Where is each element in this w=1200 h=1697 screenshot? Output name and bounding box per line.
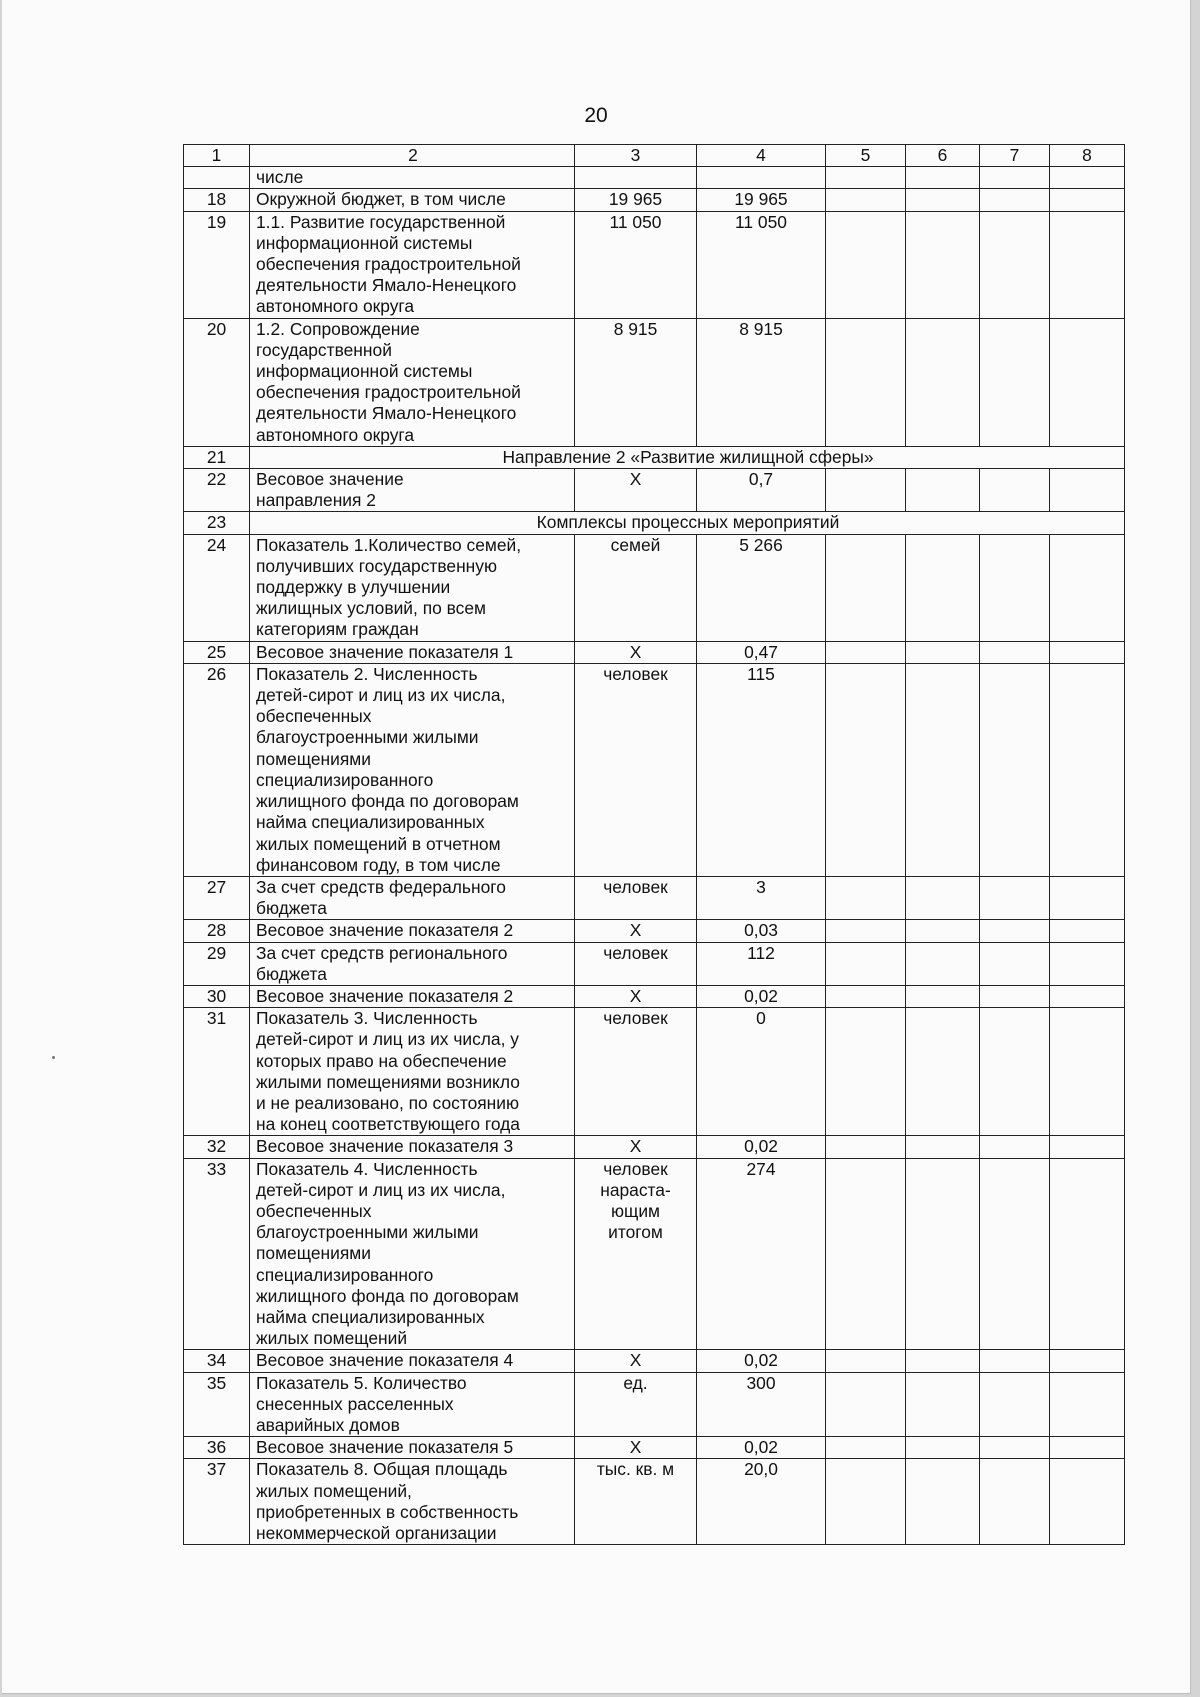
unit-cell: Х	[575, 1437, 697, 1459]
empty-cell	[980, 641, 1050, 663]
empty-cell	[826, 920, 906, 942]
unit-cell: ед.	[575, 1372, 697, 1437]
page-number: 20	[584, 104, 608, 127]
empty-cell	[826, 1459, 906, 1545]
row-description-cell: Показатель 5. Количество снесенных расселенных аварийных домов	[250, 1372, 575, 1437]
table-row	[184, 167, 1125, 189]
row-description-cell: Показатель 8. Общая площадь жилых помещений, приобретенных в собственность некоммерческой организации	[250, 1459, 575, 1545]
empty-cell	[906, 1459, 980, 1545]
empty-cell	[1050, 1158, 1125, 1350]
table-row	[184, 1008, 1125, 1136]
unit-cell	[575, 167, 697, 189]
empty-cell	[1050, 663, 1125, 876]
empty-cell	[906, 1158, 980, 1350]
empty-cell	[906, 469, 980, 512]
row-number-cell: 21	[184, 446, 250, 468]
empty-cell	[826, 942, 906, 985]
table-row	[184, 641, 1125, 663]
empty-cell	[906, 1008, 980, 1136]
table-row	[184, 1437, 1125, 1459]
value-cell: 0,03	[697, 920, 826, 942]
unit-cell: Х	[575, 920, 697, 942]
empty-cell	[1050, 1136, 1125, 1158]
value-cell: 115	[697, 663, 826, 876]
empty-cell	[906, 920, 980, 942]
empty-cell	[906, 1136, 980, 1158]
empty-cell	[1050, 1008, 1125, 1136]
empty-cell	[826, 1350, 906, 1372]
empty-cell	[826, 469, 906, 512]
empty-cell	[1050, 469, 1125, 512]
unit-cell: 11 050	[575, 211, 697, 318]
value-cell: 5 266	[697, 534, 826, 641]
header-cell: 2	[250, 145, 575, 167]
table-row	[184, 942, 1125, 985]
section-heading-cell: Направление 2 «Развитие жилищной сферы»	[250, 446, 1125, 468]
unit-cell: тыс. кв. м	[575, 1459, 697, 1545]
empty-cell	[980, 469, 1050, 512]
table-row	[184, 920, 1125, 942]
unit-cell: Х	[575, 641, 697, 663]
empty-cell	[906, 318, 980, 446]
row-number-cell: 27	[184, 876, 250, 919]
empty-cell	[980, 1136, 1050, 1158]
row-description-cell: Показатель 1.Количество семей, получивших государственную поддержку в улучшении жилищных условий, по всем категориям граждан	[250, 534, 575, 641]
row-description-cell: За счет средств регионального бюджета	[250, 942, 575, 985]
value-cell: 0,02	[697, 1437, 826, 1459]
section-heading-cell: Комплексы процессных мероприятий	[250, 512, 1125, 534]
empty-cell	[1050, 211, 1125, 318]
empty-cell	[1050, 534, 1125, 641]
table-row	[184, 534, 1125, 641]
unit-cell: человек	[575, 876, 697, 919]
empty-cell	[906, 663, 980, 876]
row-number-cell: 32	[184, 1136, 250, 1158]
value-cell: 20,0	[697, 1459, 826, 1545]
empty-cell	[826, 1437, 906, 1459]
empty-cell	[906, 1350, 980, 1372]
value-cell: 0,02	[697, 1136, 826, 1158]
row-description-cell: Весовое значение показателя 3	[250, 1136, 575, 1158]
empty-cell	[826, 318, 906, 446]
header-cell: 1	[184, 145, 250, 167]
empty-cell	[1050, 985, 1125, 1007]
table-header-row	[184, 145, 1125, 167]
row-number-cell: 20	[184, 318, 250, 446]
empty-cell	[980, 1158, 1050, 1350]
table-row	[184, 876, 1125, 919]
empty-cell	[980, 211, 1050, 318]
table-row	[184, 446, 1125, 468]
value-cell: 0,02	[697, 985, 826, 1007]
value-cell: 300	[697, 1372, 826, 1437]
unit-cell: 8 915	[575, 318, 697, 446]
empty-cell	[826, 1372, 906, 1437]
unit-cell: человек нараста- ющим итогом	[575, 1158, 697, 1350]
value-cell: 3	[697, 876, 826, 919]
empty-cell	[1050, 1372, 1125, 1437]
indicator-table	[183, 144, 1125, 1545]
empty-cell	[1050, 876, 1125, 919]
unit-cell: человек	[575, 1008, 697, 1136]
empty-cell	[980, 663, 1050, 876]
row-number-cell: 37	[184, 1459, 250, 1545]
unit-cell: Х	[575, 985, 697, 1007]
row-description-cell: Весовое значение показателя 1	[250, 641, 575, 663]
empty-cell	[906, 876, 980, 919]
row-description-cell: Весовое значение показателя 4	[250, 1350, 575, 1372]
empty-cell	[980, 189, 1050, 211]
row-description-cell: Показатель 3. Численность детей-сирот и лиц из их числа, у которых право на обеспечение жилыми помещениями возникло и не реализовано, по состоянию на конец соответствующего года	[250, 1008, 575, 1136]
table-row	[184, 469, 1125, 512]
row-number-cell: 28	[184, 920, 250, 942]
scan-speck	[52, 1056, 55, 1059]
row-description-cell: Показатель 4. Численность детей-сирот и лиц из их числа, обеспеченных благоустроенными жилыми помещениями специализированного жилищного фонда по договорам найма специализированных жилых помещений	[250, 1158, 575, 1350]
empty-cell	[906, 167, 980, 189]
empty-cell	[906, 1437, 980, 1459]
empty-cell	[1050, 1437, 1125, 1459]
empty-cell	[1050, 920, 1125, 942]
row-description-cell: Весовое значение показателя 2	[250, 985, 575, 1007]
empty-cell	[826, 663, 906, 876]
row-description-cell: Весовое значение направления 2	[250, 469, 575, 512]
empty-cell	[906, 189, 980, 211]
unit-cell: Х	[575, 1136, 697, 1158]
empty-cell	[826, 211, 906, 318]
row-description-cell: 1.1. Развитие государственной информационной системы обеспечения градостроительной деятельности Ямало-Ненецкого автономного округа	[250, 211, 575, 318]
empty-cell	[1050, 1350, 1125, 1372]
empty-cell	[826, 985, 906, 1007]
document-page	[2, 0, 1191, 1694]
value-cell: 112	[697, 942, 826, 985]
table-row	[184, 1158, 1125, 1350]
unit-cell: 19 965	[575, 189, 697, 211]
header-cell: 6	[906, 145, 980, 167]
value-cell: 11 050	[697, 211, 826, 318]
row-number-cell: 36	[184, 1437, 250, 1459]
empty-cell	[1050, 942, 1125, 985]
row-description-cell: 1.2. Сопровождение государственной информационной системы обеспечения градостроительной деятельности Ямало-Ненецкого автономного округа	[250, 318, 575, 446]
row-number-cell: 18	[184, 189, 250, 211]
empty-cell	[826, 189, 906, 211]
row-number-cell	[184, 167, 250, 189]
unit-cell: человек	[575, 942, 697, 985]
unit-cell: Х	[575, 1350, 697, 1372]
empty-cell	[1050, 189, 1125, 211]
empty-cell	[826, 1008, 906, 1136]
value-cell: 0,47	[697, 641, 826, 663]
table-row	[184, 1136, 1125, 1158]
empty-cell	[980, 876, 1050, 919]
value-cell: 274	[697, 1158, 826, 1350]
unit-cell: Х	[575, 469, 697, 512]
row-description-cell: числе	[250, 167, 575, 189]
table-row	[184, 1459, 1125, 1545]
empty-cell	[980, 167, 1050, 189]
value-cell: 19 965	[697, 189, 826, 211]
value-cell	[697, 167, 826, 189]
row-number-cell: 33	[184, 1158, 250, 1350]
value-cell: 0,7	[697, 469, 826, 512]
value-cell: 0,02	[697, 1350, 826, 1372]
empty-cell	[980, 1350, 1050, 1372]
row-description-cell: Весовое значение показателя 5	[250, 1437, 575, 1459]
table-row	[184, 318, 1125, 446]
row-description-cell: Окружной бюджет, в том числе	[250, 189, 575, 211]
empty-cell	[980, 534, 1050, 641]
row-description-cell: Показатель 2. Численность детей-сирот и лиц из их числа, обеспеченных благоустроенными жилыми помещениями специализированного жилищного фонда по договорам найма специализированных жилых помещений в отчетном финансовом году, в том числе	[250, 663, 575, 876]
empty-cell	[826, 534, 906, 641]
empty-cell	[980, 1008, 1050, 1136]
empty-cell	[980, 318, 1050, 446]
row-number-cell: 23	[184, 512, 250, 534]
empty-cell	[826, 641, 906, 663]
empty-cell	[1050, 641, 1125, 663]
empty-cell	[826, 167, 906, 189]
empty-cell	[1050, 1459, 1125, 1545]
empty-cell	[980, 1437, 1050, 1459]
empty-cell	[826, 876, 906, 919]
header-cell: 7	[980, 145, 1050, 167]
table-row	[184, 1372, 1125, 1437]
row-description-cell: Весовое значение показателя 2	[250, 920, 575, 942]
table-row	[184, 189, 1125, 211]
empty-cell	[906, 1372, 980, 1437]
table-row	[184, 512, 1125, 534]
row-description-cell: За счет средств федерального бюджета	[250, 876, 575, 919]
row-number-cell: 31	[184, 1008, 250, 1136]
row-number-cell: 19	[184, 211, 250, 318]
table-row	[184, 985, 1125, 1007]
row-number-cell: 26	[184, 663, 250, 876]
header-cell: 3	[575, 145, 697, 167]
row-number-cell: 24	[184, 534, 250, 641]
value-cell: 8 915	[697, 318, 826, 446]
value-cell: 0	[697, 1008, 826, 1136]
empty-cell	[1050, 318, 1125, 446]
table-row	[184, 663, 1125, 876]
empty-cell	[980, 920, 1050, 942]
empty-cell	[1050, 167, 1125, 189]
unit-cell: семей	[575, 534, 697, 641]
header-cell: 5	[826, 145, 906, 167]
empty-cell	[980, 942, 1050, 985]
empty-cell	[980, 1459, 1050, 1545]
unit-cell: человек	[575, 663, 697, 876]
header-cell: 4	[697, 145, 826, 167]
empty-cell	[980, 1372, 1050, 1437]
empty-cell	[906, 641, 980, 663]
row-number-cell: 35	[184, 1372, 250, 1437]
table-body	[184, 145, 1125, 1545]
row-number-cell: 25	[184, 641, 250, 663]
row-number-cell: 34	[184, 1350, 250, 1372]
empty-cell	[906, 942, 980, 985]
row-number-cell: 29	[184, 942, 250, 985]
empty-cell	[906, 985, 980, 1007]
empty-cell	[906, 534, 980, 641]
table-row	[184, 211, 1125, 318]
empty-cell	[980, 985, 1050, 1007]
empty-cell	[826, 1158, 906, 1350]
empty-cell	[906, 211, 980, 318]
empty-cell	[826, 1136, 906, 1158]
row-number-cell: 30	[184, 985, 250, 1007]
header-cell: 8	[1050, 145, 1125, 167]
table-row	[184, 1350, 1125, 1372]
row-number-cell: 22	[184, 469, 250, 512]
